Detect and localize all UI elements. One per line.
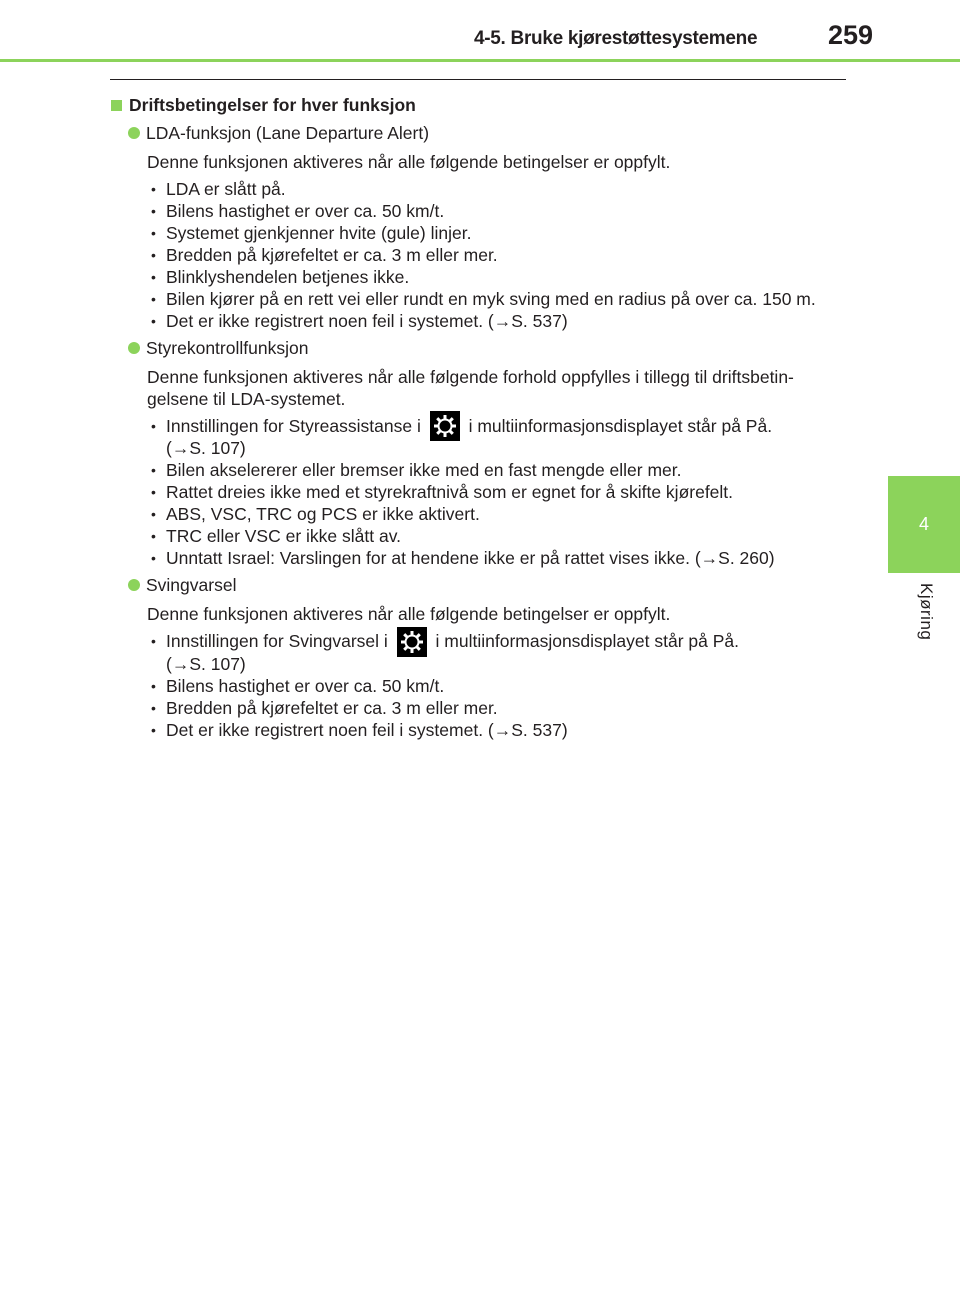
list-item: • Bredden på kjørefeltet er ca. 3 m eller mer. bbox=[147, 697, 850, 719]
steering-heading bbox=[128, 336, 850, 360]
gear-icon bbox=[397, 627, 427, 657]
list-item: • Bilen kjører på en rett vei eller rundt en myk sving med en radius på over ca. 150 m. bbox=[147, 288, 850, 310]
circle-bullet-icon bbox=[128, 342, 140, 354]
chapter-tab bbox=[888, 476, 960, 573]
lda-intro: Denne funksjonen aktiveres når alle følgende betingelser er oppfylt. bbox=[147, 152, 671, 172]
list-item: • Bilen akselererer eller bremser ikke med en fast mengde eller mer. bbox=[147, 459, 850, 481]
sway-setting-ref: (→S. 107) bbox=[166, 653, 246, 674]
steering-heading-text: Styrekontrollfunksjon bbox=[146, 338, 309, 358]
circle-bullet-icon bbox=[128, 127, 140, 139]
steering-setting-ref: (→S. 107) bbox=[166, 438, 246, 459]
sway-bullet-list bbox=[110, 630, 850, 740]
list-item: • Det er ikke registrert noen feil i systemet. (→S. 537) bbox=[147, 310, 850, 332]
header-black-rule bbox=[110, 79, 846, 80]
steering-setting-text-after: i multiinformasjonsdisplayet står på På. bbox=[468, 416, 773, 436]
page-header-title: 4-5. Bruke kjørestøttesystemene bbox=[474, 28, 758, 49]
sway-setting-text: Innstillingen for Svingvarsel i bbox=[166, 631, 388, 652]
section-heading bbox=[110, 93, 850, 117]
list-item: • Unntatt Israel: Varslingen for at hendene ikke er på rattet vises ikke. (→S. 260) bbox=[147, 547, 850, 569]
lda-heading-text: LDA-funksjon (Lane Departure Alert) bbox=[146, 123, 430, 143]
sway-intro: Denne funksjonen aktiveres når alle følgende betingelser er oppfylt. bbox=[147, 604, 671, 625]
list-item bbox=[147, 415, 850, 459]
header-green-rule bbox=[0, 59, 960, 62]
chapter-label: Kjøring bbox=[917, 583, 936, 641]
list-item: • LDA er slått på. bbox=[147, 178, 850, 200]
list-item bbox=[147, 630, 850, 674]
section-heading-text: Driftsbetingelser for hver funksjon bbox=[129, 95, 416, 115]
list-item: • Blinklyshendelen betjenes ikke. bbox=[147, 266, 850, 288]
lda-bullet-list bbox=[110, 178, 850, 332]
steering-setting-text: Innstillingen for Styreassistanse i bbox=[166, 416, 421, 436]
lda-heading bbox=[128, 121, 850, 145]
list-item: • Bredden på kjørefeltet er ca. 3 m eller mer. bbox=[147, 244, 850, 266]
list-item: • Det er ikke registrert noen feil i systemet. (→S. 537) bbox=[147, 719, 850, 741]
list-item: • Bilens hastighet er over ca. 50 km/t. bbox=[147, 200, 850, 222]
chapter-number: 4 bbox=[918, 514, 929, 534]
page-content bbox=[110, 93, 850, 741]
steering-bullet-list bbox=[110, 415, 850, 569]
list-item: • Systemet gjenkjenner hvite (gule) linjer. bbox=[147, 222, 850, 244]
page-number: 259 bbox=[828, 20, 874, 50]
square-bullet-icon bbox=[111, 100, 122, 111]
steering-intro: Denne funksjonen aktiveres når alle følgende forhold oppfylles i tillegg til driftsbetin-gelsene til LDA-systemet. bbox=[147, 367, 794, 409]
sway-setting-text-after: i multiinformasjonsdisplayet står på På. bbox=[435, 631, 739, 652]
circle-bullet-icon bbox=[128, 579, 140, 591]
list-item: • ABS, VSC, TRC og PCS er ikke aktivert. bbox=[147, 503, 850, 525]
list-item: • Bilens hastighet er over ca. 50 km/t. bbox=[147, 675, 850, 697]
sway-heading-text: Svingvarsel bbox=[146, 575, 237, 596]
sway-heading bbox=[128, 573, 850, 597]
gear-icon bbox=[430, 411, 460, 441]
list-item: • Rattet dreies ikke med et styrekraftnivå som er egnet for å skifte kjørefelt. bbox=[147, 481, 850, 503]
list-item: • TRC eller VSC er ikke slått av. bbox=[147, 525, 850, 547]
